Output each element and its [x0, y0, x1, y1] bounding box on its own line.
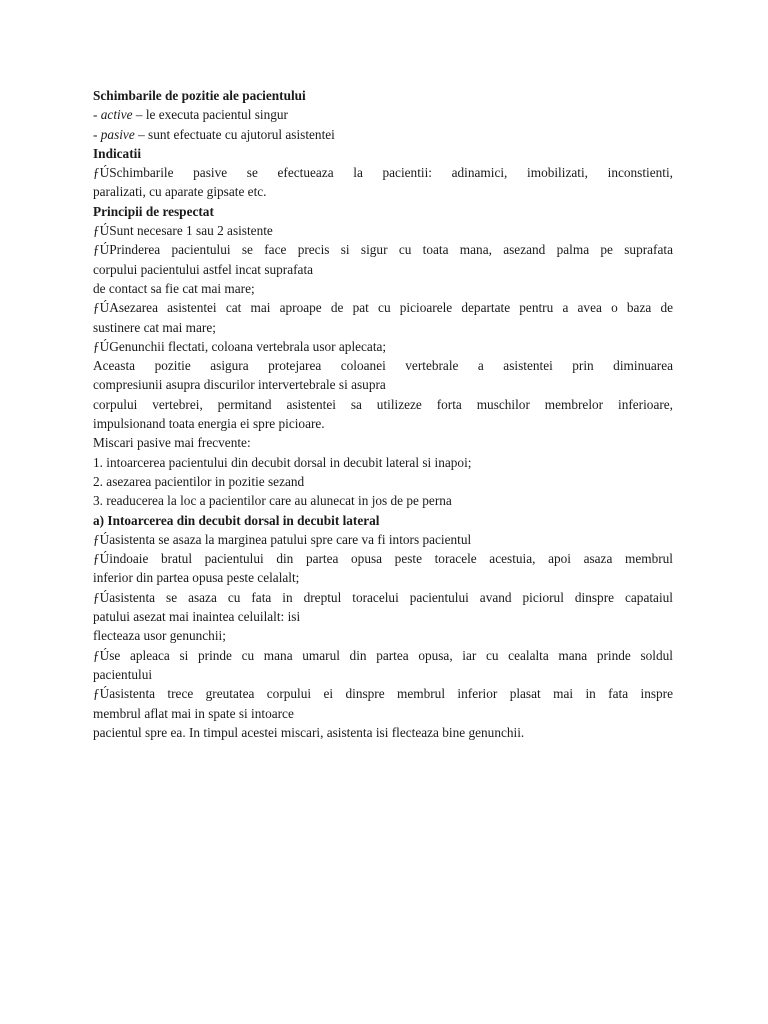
principle-item: ƒÚGenunchii flectati, coloana vertebrala usor aplecata;: [93, 338, 387, 354]
section-a-step: ƒÚasistenta se asaza la marginea patului spre care va fi intors pacientul: [93, 531, 472, 547]
movement-item: 3. readucerea la loc a pacientilor care au alunecat in jos de pe perna: [93, 493, 452, 509]
section-a-step: ƒÚindoaie bratul pacientului din partea opusa peste toracele acestuia, apoi asaza membrul: [93, 551, 673, 567]
section-a-step-continuation: patului asezat mai inaintea celuilalt: isi: [93, 609, 301, 625]
active-description: – le executa pacientul singur: [132, 107, 288, 123]
explanation-paragraph: corpului vertebrei, permitand asistentei sa utilizeze forta muschilor membrelor inferioare,: [93, 396, 673, 412]
principle-item-continuation: sustinere cat mai mare;: [93, 319, 216, 335]
indications-text-line: paralizati, cu aparate gipsate etc.: [93, 184, 267, 200]
passive-term: pasive: [100, 126, 135, 142]
section-a-heading: a) Intoarcerea din decubit dorsal in decubit lateral: [93, 512, 380, 528]
principle-item-continuation: de contact sa fie cat mai mare;: [93, 280, 255, 296]
document-title: Schimbarile de pozitie ale pacientului: [93, 88, 306, 103]
section-a-step-continuation: pacientului: [93, 666, 153, 682]
principle-item: ƒÚPrinderea pacientului se face precis si sigur cu toata mana, asezand palma pe suprafata: [93, 242, 673, 258]
principle-item-continuation: corpului pacientului astfel incat suprafata: [93, 261, 314, 277]
movements-intro: Miscari pasive mai frecvente:: [93, 435, 251, 451]
principle-item: ƒÚSunt necesare 1 sau 2 asistente: [93, 223, 273, 239]
indications-heading: Indicatii: [93, 145, 142, 161]
movement-item: 1. intoarcerea pacientului din decubit dorsal in decubit lateral si inapoi;: [93, 454, 472, 470]
movement-item: 2. asezarea pacientilor in pozitie sezand: [93, 473, 305, 489]
principles-heading: Principii de respectat: [93, 203, 214, 219]
list-item-active: - active – le executa pacientul singur: [93, 107, 288, 123]
document-page: [93, 86, 673, 742]
section-a-step-continuation: flecteaza usor genunchii;: [93, 628, 226, 644]
passive-description: – sunt efectuate cu ajutorul asistentei: [134, 126, 335, 142]
explanation-paragraph: Aceasta pozitie asigura protejarea coloanei vertebrale a asistentei prin diminuarea: [93, 358, 673, 374]
section-a-step: ƒÚasistenta trece greutatea corpului ei dinspre membrul inferior plasat mai in fata inspre: [93, 686, 673, 702]
explanation-paragraph: impulsionand toata energia ei spre picioare.: [93, 416, 325, 432]
section-a-step-continuation: inferior din partea opusa peste celalalt;: [93, 570, 300, 586]
explanation-paragraph: compresiunii asupra discurilor intervertebrale si asupra: [93, 377, 386, 393]
section-a-step-continuation: pacientul spre ea. In timpul acestei miscari, asistenta isi flecteaza bine genunchii.: [93, 724, 525, 740]
section-a-step: ƒÚse apleaca si prinde cu mana umarul din partea opusa, iar cu cealalta mana prinde soldul: [93, 647, 673, 663]
section-a-step-continuation: membrul aflat mai in spate si intoarce: [93, 705, 294, 721]
principle-item: ƒÚAsezarea asistentei cat mai aproape de pat cu picioarele departate pentru a avea o baza de: [93, 300, 673, 316]
section-a-step: ƒÚasistenta se asaza cu fata in dreptul toracelui pacientului avand piciorul dinspre capataiul: [93, 589, 673, 605]
list-item-passive: - pasive – sunt efectuate cu ajutorul asistentei: [93, 126, 335, 142]
active-term: active: [100, 107, 133, 123]
indications-text-line: ƒÚSchimbarile pasive se efectueaza la pacientii: adinamici, imobilizati, inconstienti,: [93, 165, 673, 181]
